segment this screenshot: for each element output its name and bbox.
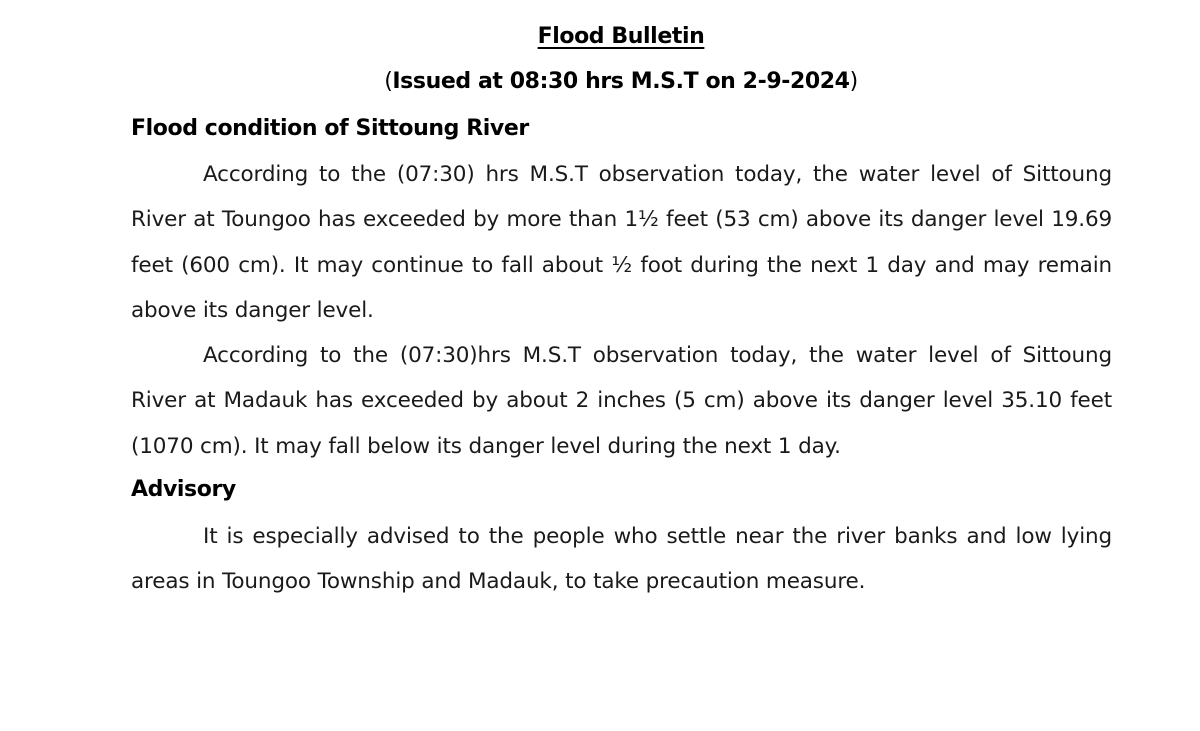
issued-text: Issued at 08:30 hrs M.S.T on 2-9-2024: [392, 69, 850, 94]
bulletin-title: Flood Bulletin: [537, 24, 705, 49]
issued-open-paren: (: [384, 69, 393, 94]
toungoo-paragraph: According to the (07:30) hrs M.S.T observation today, the water level of Sittoung River at Toungoo has exceeded by more than 1½ feet (53 cm) above its danger level 19.69 feet (600 cm). It may continue to fall about ½ foot during the next 1 day and may remain above its danger level.: [131, 162, 1112, 323]
madauk-paragraph: According to the (07:30)hrs M.S.T observation today, the water level of Sittoung River at Madauk has exceeded by about 2 inches (5 cm) above its danger level 35.10 feet (1070 cm). It may fall below its danger level during the next 1 day.: [131, 343, 1112, 459]
issued-line: [0, 69, 1200, 94]
advisory-paragraph: It is especially advised to the people who settle near the river banks and low lying areas in Toungoo Township and Madauk, to take precaution measure.: [131, 524, 1112, 595]
issued-close-paren: ): [849, 69, 858, 94]
advisory-heading: Advisory: [131, 477, 236, 502]
flood-condition-heading: Flood condition of Sittoung River: [131, 116, 529, 141]
